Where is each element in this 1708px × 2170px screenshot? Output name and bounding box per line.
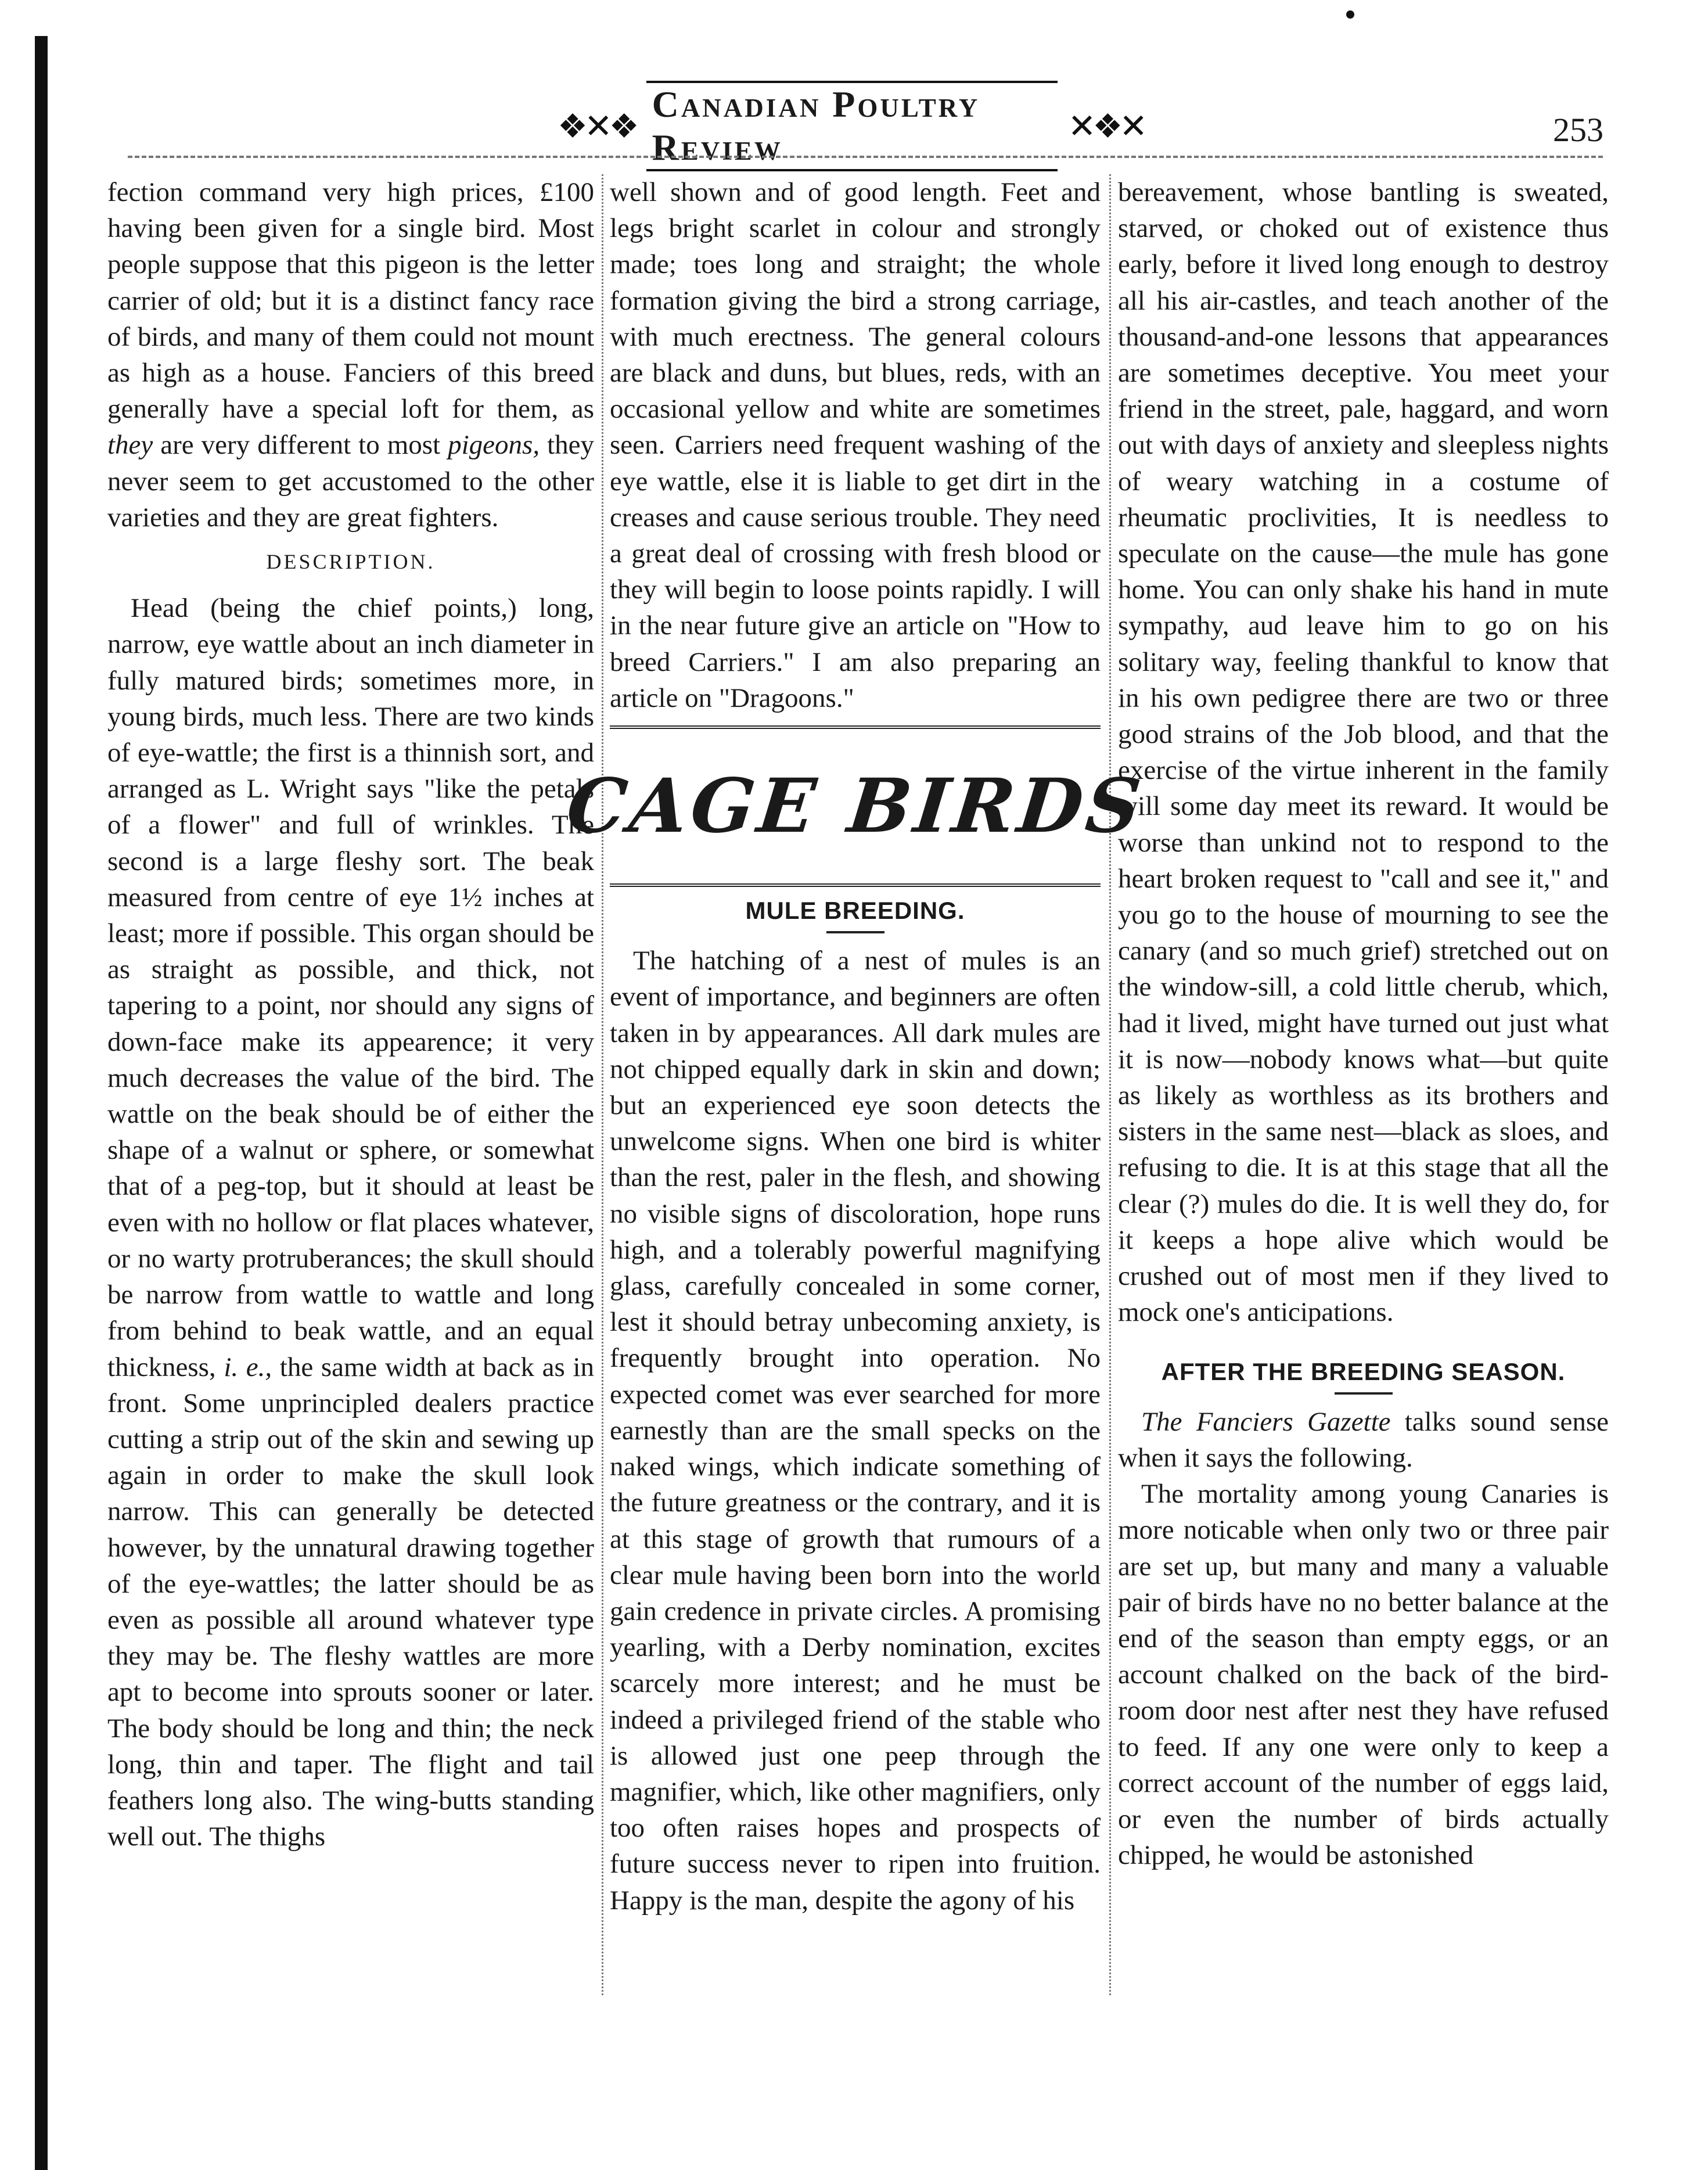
column-middle <box>562 174 1148 1918</box>
paragraph: The mortality among young Canaries is more noticable when only two or three pair are set up, but many and many a valuable pair of birds have no no better balance at the end of the season than empty eggs, or an account chalked on the back of the bird-room door nest after nest they have refused to feed. If any one were only to keep a correct account of the number of eggs laid, or even the number of birds actually chipped, he would be astonished <box>1118 1479 1609 1871</box>
emphasis: The Fanciers Gazette <box>1141 1406 1391 1437</box>
masthead-title: Canadian Poultry Review <box>646 81 1058 171</box>
ink-dot <box>1346 10 1354 19</box>
column-left <box>107 174 594 1855</box>
column-rule <box>602 174 603 1995</box>
section-heading-mule-breeding: MULE BREEDING. <box>745 897 965 925</box>
banner-word-cage: CAGE <box>562 762 823 850</box>
section-heading-after-breeding: AFTER THE BREEDING SEASON. <box>1161 1357 1566 1385</box>
column-rule <box>1109 174 1111 1995</box>
short-rule <box>1335 1392 1393 1395</box>
text-run: Head (being the chief points,) long, narrow, eye wattle about an inch diameter in fully matured birds; sometimes more, in young birds, much less. There are two kinds of eye-wattle; the first is a thinnish sort, and arranged as L. Wright says "like the petals of a flower" and full of wrinkles. The second is a large fleshy sort. The beak measured from centre of eye 1½ inches at least; more if possible. This organ should be as straight as possible, and thick, not tapering to a point, nor should any signs of down-face make its appearence; it very much decreases the value of the bird. The wattle on the beak should be of either the shape of a walnut or sphere, or somewhat that of a peg-top, but it should at least be even with no hollow or flat places whatever, or no warty protruberances; the skull should be narrow from wattle to wattle and long from behind to beak wattle, and an equal thickness, <box>107 593 594 1382</box>
emphasis: they <box>107 430 153 461</box>
paragraph: The hatching of a nest of mules is an event of importance, and beginners are often taken in by appearances. All dark mules are not chipped equally dark in skin and down; but an experienced eye soon detects the unwelcome signs. When one bird is whiter than the rest, paler in the flesh, and showing no visible signs of discoloration, hope runs high, and a tolerably powerful magnifying glass, carefully concealed in some corner, lest it should betray unbecoming anxiety, is frequently brought into operation. No expected comet was ever searched for more earnestly than are the small specks on the naked wings, which indicate something of the future greatness or the contrary, and it is at this stage of growth that rumours of a clear mule having been born into the world gain credence in private circles. A promising yearling, with a Derby nomination, excites scarcely more interest; and he must be indeed a privileged friend of the stable who is allowed just one peep through the magnifier, which, like other magnifiers, only too often raises hopes and prospects of future success never to ripen into fruition. Happy is the man, despite the agony of his <box>610 946 1101 1916</box>
emphasis: pigeons, <box>448 430 540 461</box>
short-rule <box>826 931 884 933</box>
paragraph: bereavement, whose bantling is sweated, starved, or choked out of existence thus early, before it lived long enough to destroy all his air-castles, and teach another of the thousand-and-one lessons that appearances are sometimes deceptive. You meet your friend in the street, pale, haggard, and worn out with days of anxiety and sleepless nights of weary watching in a costume of rheumatic proclivities, It is needless to speculate on the cause—the mule has gone home. You can only shake his hand in mute sympathy, aud leave him to go on his solitary way, feeling thankful to know that in his own pedigree there are two or three good strains of the Job blood, and that the exercise of the virtue inherent in the family will some day meet its reward. It would be worse than unkind not to respond to the heart broken request to "call and see it," and you go to the house of mourning to see the canary (and so much grief) stretched out on the window-sill, a cold little cherub, which, had it lived, might have turned out just what it is now—nobody knows what—but quite as likely as worthless as its brothers and sisters in the same nest—black as sloes, and refusing to die. It is at this stage that all the clear (?) mules do die. It is well they do, for it keeps a hope alive which would be crushed out of most men if they lived to mock one's anticipations. <box>1118 177 1609 1328</box>
section-heading-description: DESCRIPTION. <box>266 550 436 574</box>
banner-word-birds: BIRDS <box>843 762 1148 850</box>
paragraph <box>1118 1404 1609 1476</box>
paragraph <box>107 590 594 1855</box>
masthead <box>558 84 1144 168</box>
emphasis: i. e., <box>224 1352 272 1382</box>
paragraph <box>107 174 594 536</box>
paragraph: well shown and of good length. Feet and legs bright scarlet in colour and strongly made; toes long and straight; the whole formation giving the bird a strong carriage, with much erectness. The general colours are black and duns, but blues, reds, with an occasional yellow and white are sometimes seen. Carriers need frequent washing of the eye wattle, else it is liable to get dirt in the creases and cause serious trouble. They need a great deal of crossing with fresh blood or they will begin to loose points rapidly. I will in the near future give an article on "How to breed Carriers." I am also preparing an article on "Dragoons." <box>610 177 1101 713</box>
scan-edge-bar <box>35 36 48 2170</box>
column-right <box>1118 174 1609 1873</box>
text-run: fection command very high prices, £100 having been given for a single bird. Most people suppose that this pigeon is the letter carrier of old; but it is a distinct fancy race of birds, and many of them could not mount as high as a house. Fanciers of this breed generally have a special loft for them, as <box>107 177 594 425</box>
ornament-right-icon: ✕❖✕ <box>1067 107 1144 145</box>
header-divider <box>128 156 1603 158</box>
ornament-left-icon: ❖✕❖ <box>558 107 636 145</box>
text-run: are very different to most <box>160 430 441 461</box>
text-run: the same width at back as in front. Some unprincipled dealers practice cutting a strip out of the skin and sewing up again in order to make the skull look narrow. This can generally be detected however, by the unnatural drawing together of the eye-wattles; the latter should be as even as possible all around whatever type they may be. The fleshy wattles are more apt to become into sprouts sooner or later. The body should be long and thin; the neck long, thin and taper. The flight and tail feathers long also. The wing-butts standing well out. The thighs <box>107 1352 594 1852</box>
text-run: talks sound sense when it says the following. <box>1118 1406 1609 1473</box>
page-number: 253 <box>1553 111 1603 149</box>
cage-birds-banner <box>562 725 1148 887</box>
text-run: they never seem to get accustomed to the other varieties and they are great fighters. <box>107 430 595 533</box>
